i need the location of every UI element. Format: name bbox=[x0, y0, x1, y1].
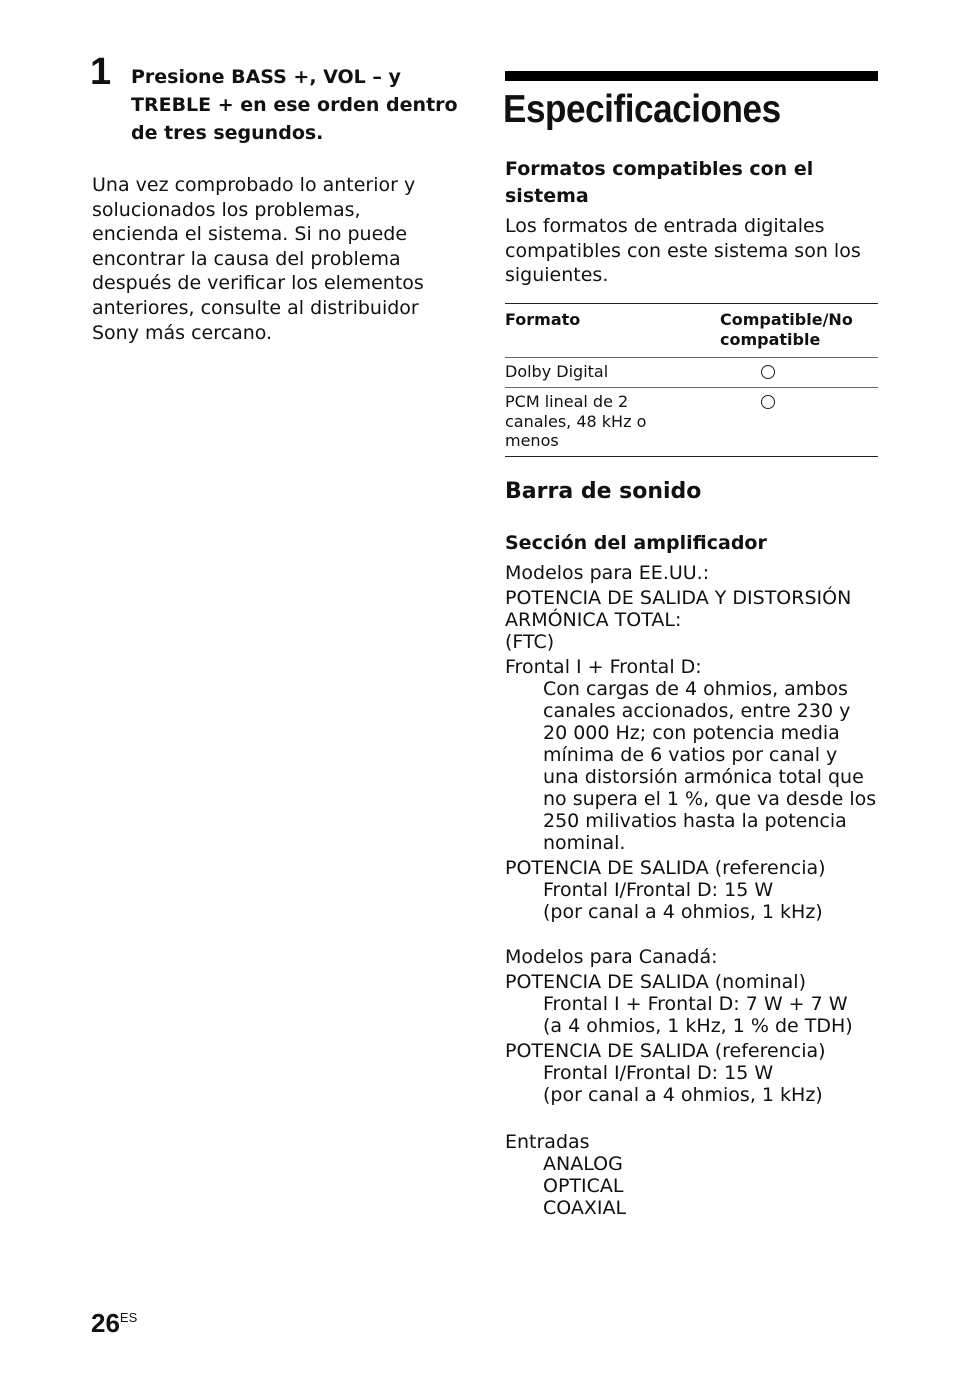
table-cell-format: PCM lineal de 2 canales, 48 kHz o menos bbox=[505, 392, 647, 450]
spec-line: (por canal a 4 ohmios, 1 kHz) bbox=[543, 1084, 823, 1106]
spec-line: Frontal I/Frontal D: 15 W bbox=[543, 1062, 774, 1084]
spec-line: POTENCIA DE SALIDA (referencia) bbox=[505, 1040, 826, 1062]
table-cell-compatible bbox=[720, 388, 878, 456]
inputs-spec bbox=[505, 1131, 877, 1219]
spec-line: POTENCIA DE SALIDA Y DISTORSIÓN ARMÓNICA TOTAL: bbox=[505, 587, 852, 631]
canada-models-spec bbox=[505, 946, 877, 1106]
spec-line: (FTC) bbox=[505, 631, 555, 653]
step-instruction: Presione BASS +, VOL – y TREBLE + en ese orden dentro de tres segundos. bbox=[131, 66, 458, 144]
spec-line: Frontal I + Frontal D: 7 W + 7 W bbox=[543, 993, 848, 1015]
spec-line: Frontal I/Frontal D: 15 W bbox=[543, 879, 774, 901]
section-rule bbox=[505, 71, 878, 81]
spec-line: Con cargas de 4 ohmios, ambos canales accionados, entre 230 y 20 000 Hz; con potencia media mínima de 6 vatios por canal y una distorsión armónica total que no supera el 1 %, que va desde los 250 milivatios hasta la potencia nominal. bbox=[543, 678, 877, 854]
step-number: 1 bbox=[90, 51, 112, 93]
table-header-format: Formato bbox=[505, 310, 581, 329]
input-item: COAXIAL bbox=[543, 1197, 627, 1219]
amplifier-heading: Sección del amplificador bbox=[505, 532, 767, 554]
page-lang-code: ES bbox=[119, 1309, 138, 1325]
formats-heading: Formatos compatibles con el sistema bbox=[505, 158, 814, 207]
table-header-compatible: Compatible/No compatible bbox=[720, 310, 853, 349]
table-row bbox=[505, 357, 878, 387]
spec-line: (a 4 ohmios, 1 kHz, 1 % de TDH) bbox=[543, 1015, 853, 1037]
table-cell-compatible bbox=[720, 358, 878, 387]
spec-line: Frontal I + Frontal D: bbox=[505, 656, 702, 678]
spec-line: Entradas bbox=[505, 1131, 590, 1153]
table-header-row bbox=[505, 304, 878, 357]
table-row bbox=[505, 387, 878, 456]
section-title: Especificaciones bbox=[503, 88, 781, 131]
spec-line: POTENCIA DE SALIDA (referencia) bbox=[505, 857, 826, 879]
spec-line: Modelos para EE.UU.: bbox=[505, 562, 710, 584]
page-number-value: 26 bbox=[91, 1308, 120, 1338]
soundbar-heading: Barra de sonido bbox=[505, 479, 702, 504]
troubleshooting-paragraph: Una vez comprobado lo anterior y solucionados los problemas, encienda el sistema. Si no puede encontrar la causa del problema después de verificar los elementos anteriores, consulte al distribuidor Sony más cercano. bbox=[92, 174, 424, 344]
spec-line: Modelos para Canadá: bbox=[505, 946, 718, 968]
spec-line: (por canal a 4 ohmios, 1 kHz) bbox=[543, 901, 823, 923]
table-cell-format: Dolby Digital bbox=[505, 362, 609, 381]
formats-paragraph: Los formatos de entrada digitales compatibles con este sistema son los siguientes. bbox=[505, 215, 861, 287]
circle-icon bbox=[761, 395, 775, 409]
formats-table bbox=[505, 303, 878, 457]
input-item: ANALOG bbox=[543, 1153, 623, 1175]
spec-line: POTENCIA DE SALIDA (nominal) bbox=[505, 971, 806, 993]
input-item: OPTICAL bbox=[543, 1175, 624, 1197]
page-number bbox=[91, 1308, 137, 1339]
us-models-spec bbox=[505, 562, 877, 923]
circle-icon bbox=[761, 365, 775, 379]
